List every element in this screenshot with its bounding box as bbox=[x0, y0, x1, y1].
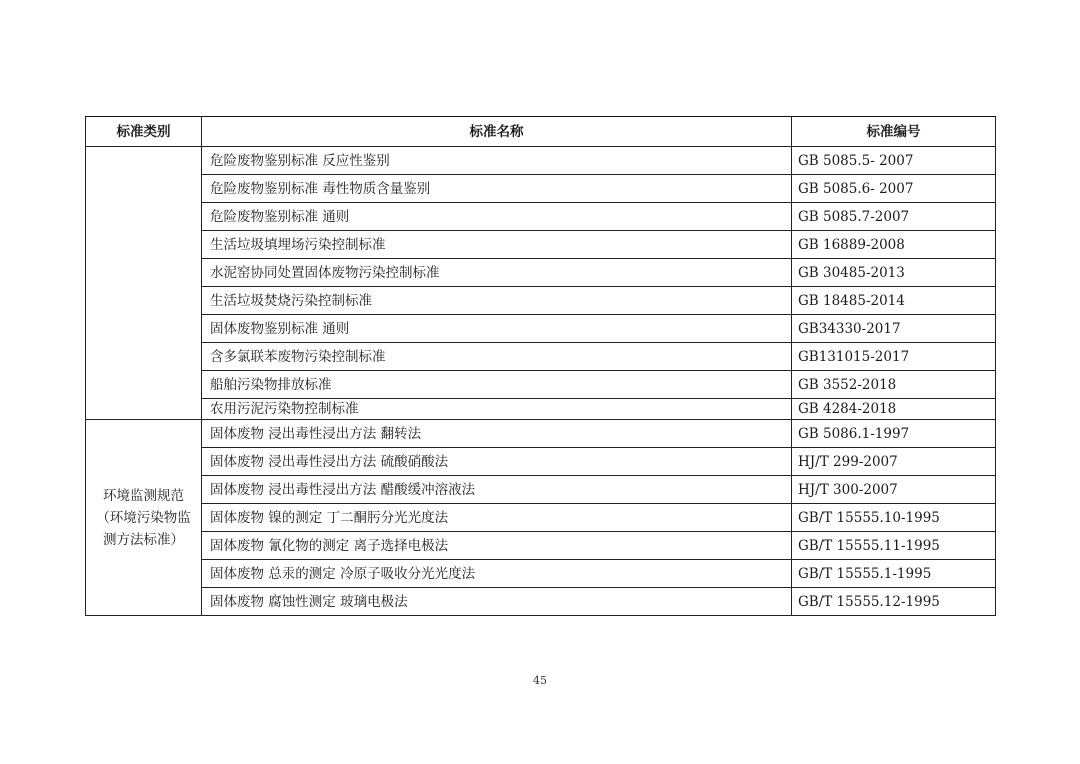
standard-code: GB 18485-2014 bbox=[792, 287, 996, 315]
standard-name: 固体废物 浸出毒性浸出方法 醋酸缓冲溶液法 bbox=[202, 476, 792, 504]
category-cell bbox=[86, 147, 202, 420]
standard-name: 危险废物鉴别标准 通则 bbox=[202, 203, 792, 231]
standard-code: GB/T 15555.1-1995 bbox=[792, 560, 996, 588]
category-cell bbox=[86, 420, 202, 616]
standard-code: GB 4284-2018 bbox=[792, 399, 996, 420]
table-row bbox=[86, 420, 996, 448]
standard-code: GB 5085.6- 2007 bbox=[792, 175, 996, 203]
standard-code: GB 5086.1-1997 bbox=[792, 420, 996, 448]
table-row bbox=[86, 231, 996, 259]
standard-name: 危险废物鉴别标准 反应性鉴别 bbox=[202, 147, 792, 175]
table-row bbox=[86, 448, 996, 476]
standard-name: 固体废物 浸出毒性浸出方法 硫酸硝酸法 bbox=[202, 448, 792, 476]
table-row bbox=[86, 588, 996, 616]
table-row bbox=[86, 476, 996, 504]
standard-name: 生活垃圾填埋场污染控制标准 bbox=[202, 231, 792, 259]
standard-code: GB/T 15555.11-1995 bbox=[792, 532, 996, 560]
standard-name: 船舶污染物排放标准 bbox=[202, 371, 792, 399]
table-row bbox=[86, 287, 996, 315]
standard-code: GB 16889-2008 bbox=[792, 231, 996, 259]
standard-name: 固体废物 氰化物的测定 离子选择电极法 bbox=[202, 532, 792, 560]
table-row bbox=[86, 560, 996, 588]
standard-code: HJ/T 299-2007 bbox=[792, 448, 996, 476]
header-name: 标准名称 bbox=[202, 117, 792, 147]
standard-code: GB/T 15555.12-1995 bbox=[792, 588, 996, 616]
standard-name: 固体废物鉴别标准 通则 bbox=[202, 315, 792, 343]
standard-code: GB/T 15555.10-1995 bbox=[792, 504, 996, 532]
table-row bbox=[86, 147, 996, 175]
standard-name: 农用污泥污染物控制标准 bbox=[202, 399, 792, 420]
table-row bbox=[86, 504, 996, 532]
header-category: 标准类别 bbox=[86, 117, 202, 147]
standard-name: 含多氯联苯废物污染控制标准 bbox=[202, 343, 792, 371]
standard-name: 水泥窑协同处置固体废物污染控制标准 bbox=[202, 259, 792, 287]
table-row bbox=[86, 371, 996, 399]
standards-table bbox=[85, 116, 996, 616]
table-row bbox=[86, 399, 996, 420]
table-row bbox=[86, 343, 996, 371]
table-row bbox=[86, 532, 996, 560]
table-row bbox=[86, 203, 996, 231]
standard-code: GB 30485-2013 bbox=[792, 259, 996, 287]
standard-code: GB 5085.7-2007 bbox=[792, 203, 996, 231]
standard-name: 固体废物 浸出毒性浸出方法 翻转法 bbox=[202, 420, 792, 448]
header-code: 标准编号 bbox=[792, 117, 996, 147]
standard-name: 固体废物 腐蚀性测定 玻璃电极法 bbox=[202, 588, 792, 616]
table-row bbox=[86, 175, 996, 203]
standard-name: 固体废物 镍的测定 丁二酮肟分光光度法 bbox=[202, 504, 792, 532]
standard-code: GB131015-2017 bbox=[792, 343, 996, 371]
standard-name: 生活垃圾焚烧污染控制标准 bbox=[202, 287, 792, 315]
standard-name: 固体废物 总汞的测定 冷原子吸收分光光度法 bbox=[202, 560, 792, 588]
table-row bbox=[86, 315, 996, 343]
standard-code: GB 5085.5- 2007 bbox=[792, 147, 996, 175]
standard-code: GB34330-2017 bbox=[792, 315, 996, 343]
table-row bbox=[86, 259, 996, 287]
standard-code: HJ/T 300-2007 bbox=[792, 476, 996, 504]
standard-name: 危险废物鉴别标准 毒性物质含量鉴别 bbox=[202, 175, 792, 203]
category-label: 环境监测规范（环境污染物监测方法标准） bbox=[96, 487, 191, 548]
page-number: 45 bbox=[533, 674, 547, 687]
standard-code: GB 3552-2018 bbox=[792, 371, 996, 399]
table-header-row bbox=[86, 117, 996, 147]
